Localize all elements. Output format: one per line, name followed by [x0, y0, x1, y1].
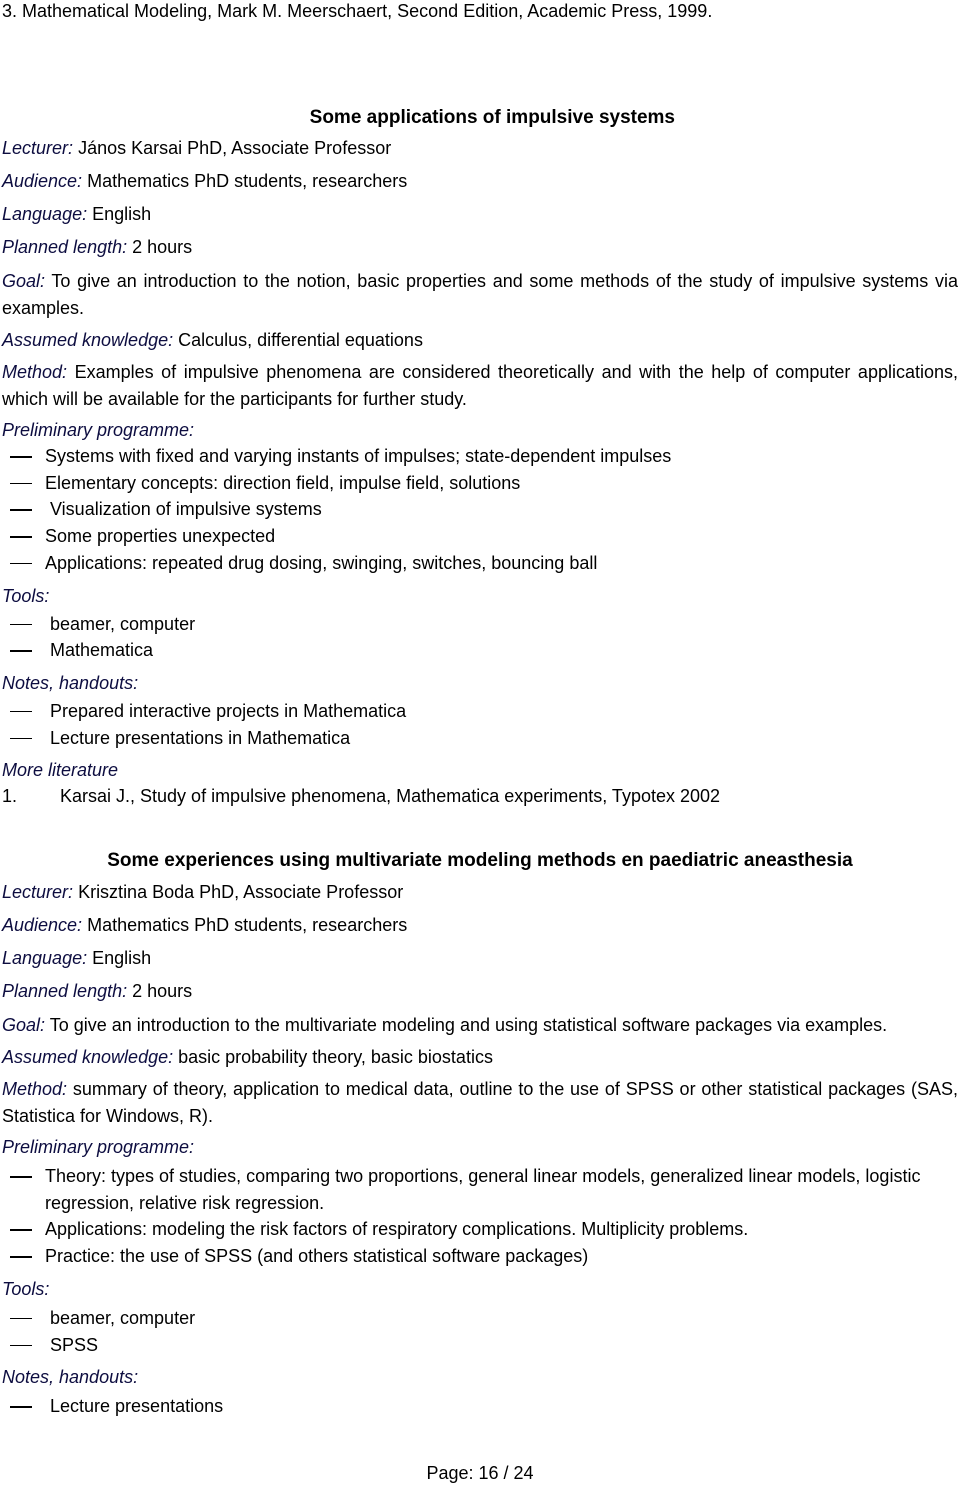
dash-bullet-icon [10, 738, 32, 740]
notes-label: Notes, handouts: [2, 1367, 139, 1388]
list-item: Mathematica [2, 637, 958, 664]
goal-value: To give an introduction to the notion, basic properties and some methods of the study of impulsive systems via examples. [2, 271, 958, 318]
dash-bullet-icon [10, 624, 32, 626]
programme-label: Preliminary programme: [2, 1137, 195, 1157]
audience-value: Mathematics PhD students, researchers [87, 171, 408, 191]
language-value: English [92, 204, 152, 224]
course-section-impulsive [2, 104, 958, 810]
list-item: Elementary concepts: direction field, impulse field, solutions [2, 470, 958, 497]
programme-heading [2, 417, 958, 443]
list-item: Lecture presentations [2, 1393, 958, 1420]
dash-bullet-icon [10, 1406, 32, 1408]
programme-heading [2, 1134, 958, 1161]
lecturer-value: Krisztina Boda PhD, Associate Professor [78, 882, 404, 902]
audience-label: Audience: [2, 915, 83, 935]
tools-heading [2, 1276, 958, 1303]
length-label: Planned length: [2, 237, 128, 257]
goal-label: Goal: [2, 271, 46, 291]
literature-heading [2, 757, 958, 783]
knowledge-label: Assumed knowledge: [2, 1047, 174, 1067]
dash-bullet-icon [10, 1345, 32, 1347]
lecturer-value: János Karsai PhD, Associate Professor [78, 138, 392, 158]
language-row [2, 198, 958, 231]
dash-bullet-icon [10, 1229, 32, 1231]
tools-label: Tools: [2, 1278, 50, 1299]
dash-bullet-icon [10, 536, 32, 538]
language-row [2, 942, 958, 975]
programme-list [2, 1163, 958, 1270]
list-item: Systems with fixed and varying instants of impulses; state-dependent impulses [2, 443, 958, 470]
list-item: SPSS [2, 1332, 958, 1359]
goal-paragraph [2, 1012, 958, 1039]
literature-label: More literature [2, 760, 119, 781]
dash-bullet-icon [10, 509, 32, 511]
list-item: Lecture presentations in Mathematica [2, 725, 958, 752]
audience-row [2, 909, 958, 942]
dash-bullet-icon [10, 1256, 32, 1258]
audience-label: Audience: [2, 171, 83, 191]
goal-value: To give an introduction to the multivariate modeling and using statistical software packages via examples. [49, 1015, 888, 1035]
tools-list [2, 611, 958, 664]
lecturer-label: Lecturer: [2, 138, 74, 158]
lecturer-label: Lecturer: [2, 882, 74, 902]
knowledge-value: basic probability theory, basic biostatics [178, 1047, 493, 1067]
method-label: Method: [2, 1079, 68, 1099]
method-paragraph [2, 359, 958, 413]
dash-bullet-icon [10, 711, 32, 713]
tools-heading [2, 583, 958, 609]
audience-row [2, 165, 958, 198]
lecturer-row [2, 132, 958, 165]
tools-list [2, 1305, 958, 1358]
goal-label: Goal: [2, 1015, 46, 1035]
notes-list [2, 1393, 958, 1420]
length-row [2, 231, 958, 264]
dash-bullet-icon [10, 1318, 32, 1320]
list-item: Some properties unexpected [2, 523, 958, 550]
list-item: Applications: repeated drug dosing, swinging, switches, bouncing ball [2, 550, 958, 577]
notes-heading [2, 670, 958, 696]
list-item: Practice: the use of SPSS (and others statistical software packages) [2, 1243, 958, 1270]
length-label: Planned length: [2, 981, 128, 1001]
language-label: Language: [2, 948, 88, 968]
method-value: summary of theory, application to medical data, outline to the use of SPSS or other statistical packages (SAS, Statistica for Windows, R). [2, 1079, 958, 1126]
audience-value: Mathematics PhD students, researchers [87, 915, 408, 935]
literature-text: Karsai J., Study of impulsive phenomena, Mathematica experiments, Typotex 2002 [60, 786, 721, 807]
method-paragraph [2, 1076, 958, 1130]
list-item: beamer, computer [2, 1305, 958, 1332]
literature-number: 1. [2, 786, 18, 807]
knowledge-value: Calculus, differential equations [178, 330, 423, 350]
course-title: Some experiences using multivariate modeling methods en paediatric aneasthesia [107, 850, 853, 871]
length-row [2, 975, 958, 1008]
list-item: Prepared interactive projects in Mathematica [2, 698, 958, 725]
knowledge-paragraph [2, 327, 958, 354]
dash-bullet-icon [10, 1176, 32, 1178]
dash-bullet-icon [10, 563, 32, 565]
notes-label: Notes, handouts: [2, 672, 139, 693]
knowledge-paragraph [2, 1044, 958, 1071]
list-item: Applications: modeling the risk factors of respiratory complications. Multiplicity problems. [2, 1216, 958, 1243]
literature-entry [2, 783, 958, 810]
course-title: Some applications of impulsive systems [309, 107, 675, 128]
method-value: Examples of impulsive phenomena are considered theoretically and with the help of computer applications, which will be available for the participants for further study. [2, 362, 958, 409]
course-section-paediatric [2, 846, 958, 1420]
lecturer-row [2, 876, 958, 909]
list-item: Theory: types of studies, comparing two proportions, general linear models, generalized linear models, logistic regression, relative risk regression. [2, 1163, 958, 1216]
notes-heading [2, 1364, 958, 1391]
page-number: Page: 16 / 24 [426, 1463, 534, 1483]
length-value: 2 hours [132, 237, 193, 257]
reference-entry: 3. Mathematical Modeling, Mark M. Meerschaert, Second Edition, Academic Press, 1999. [2, 1, 713, 21]
length-value: 2 hours [132, 981, 193, 1001]
dash-bullet-icon [10, 650, 32, 652]
language-label: Language: [2, 204, 88, 224]
goal-paragraph [2, 268, 958, 322]
notes-list [2, 698, 958, 751]
programme-list [2, 443, 958, 577]
list-item: Visualization of impulsive systems [2, 496, 958, 523]
programme-label: Preliminary programme: [2, 420, 195, 440]
method-label: Method: [2, 362, 68, 382]
language-value: English [92, 948, 152, 968]
list-item: beamer, computer [2, 611, 958, 638]
dash-bullet-icon [10, 483, 32, 485]
dash-bullet-icon [10, 456, 32, 458]
knowledge-label: Assumed knowledge: [2, 330, 174, 350]
tools-label: Tools: [2, 585, 50, 606]
